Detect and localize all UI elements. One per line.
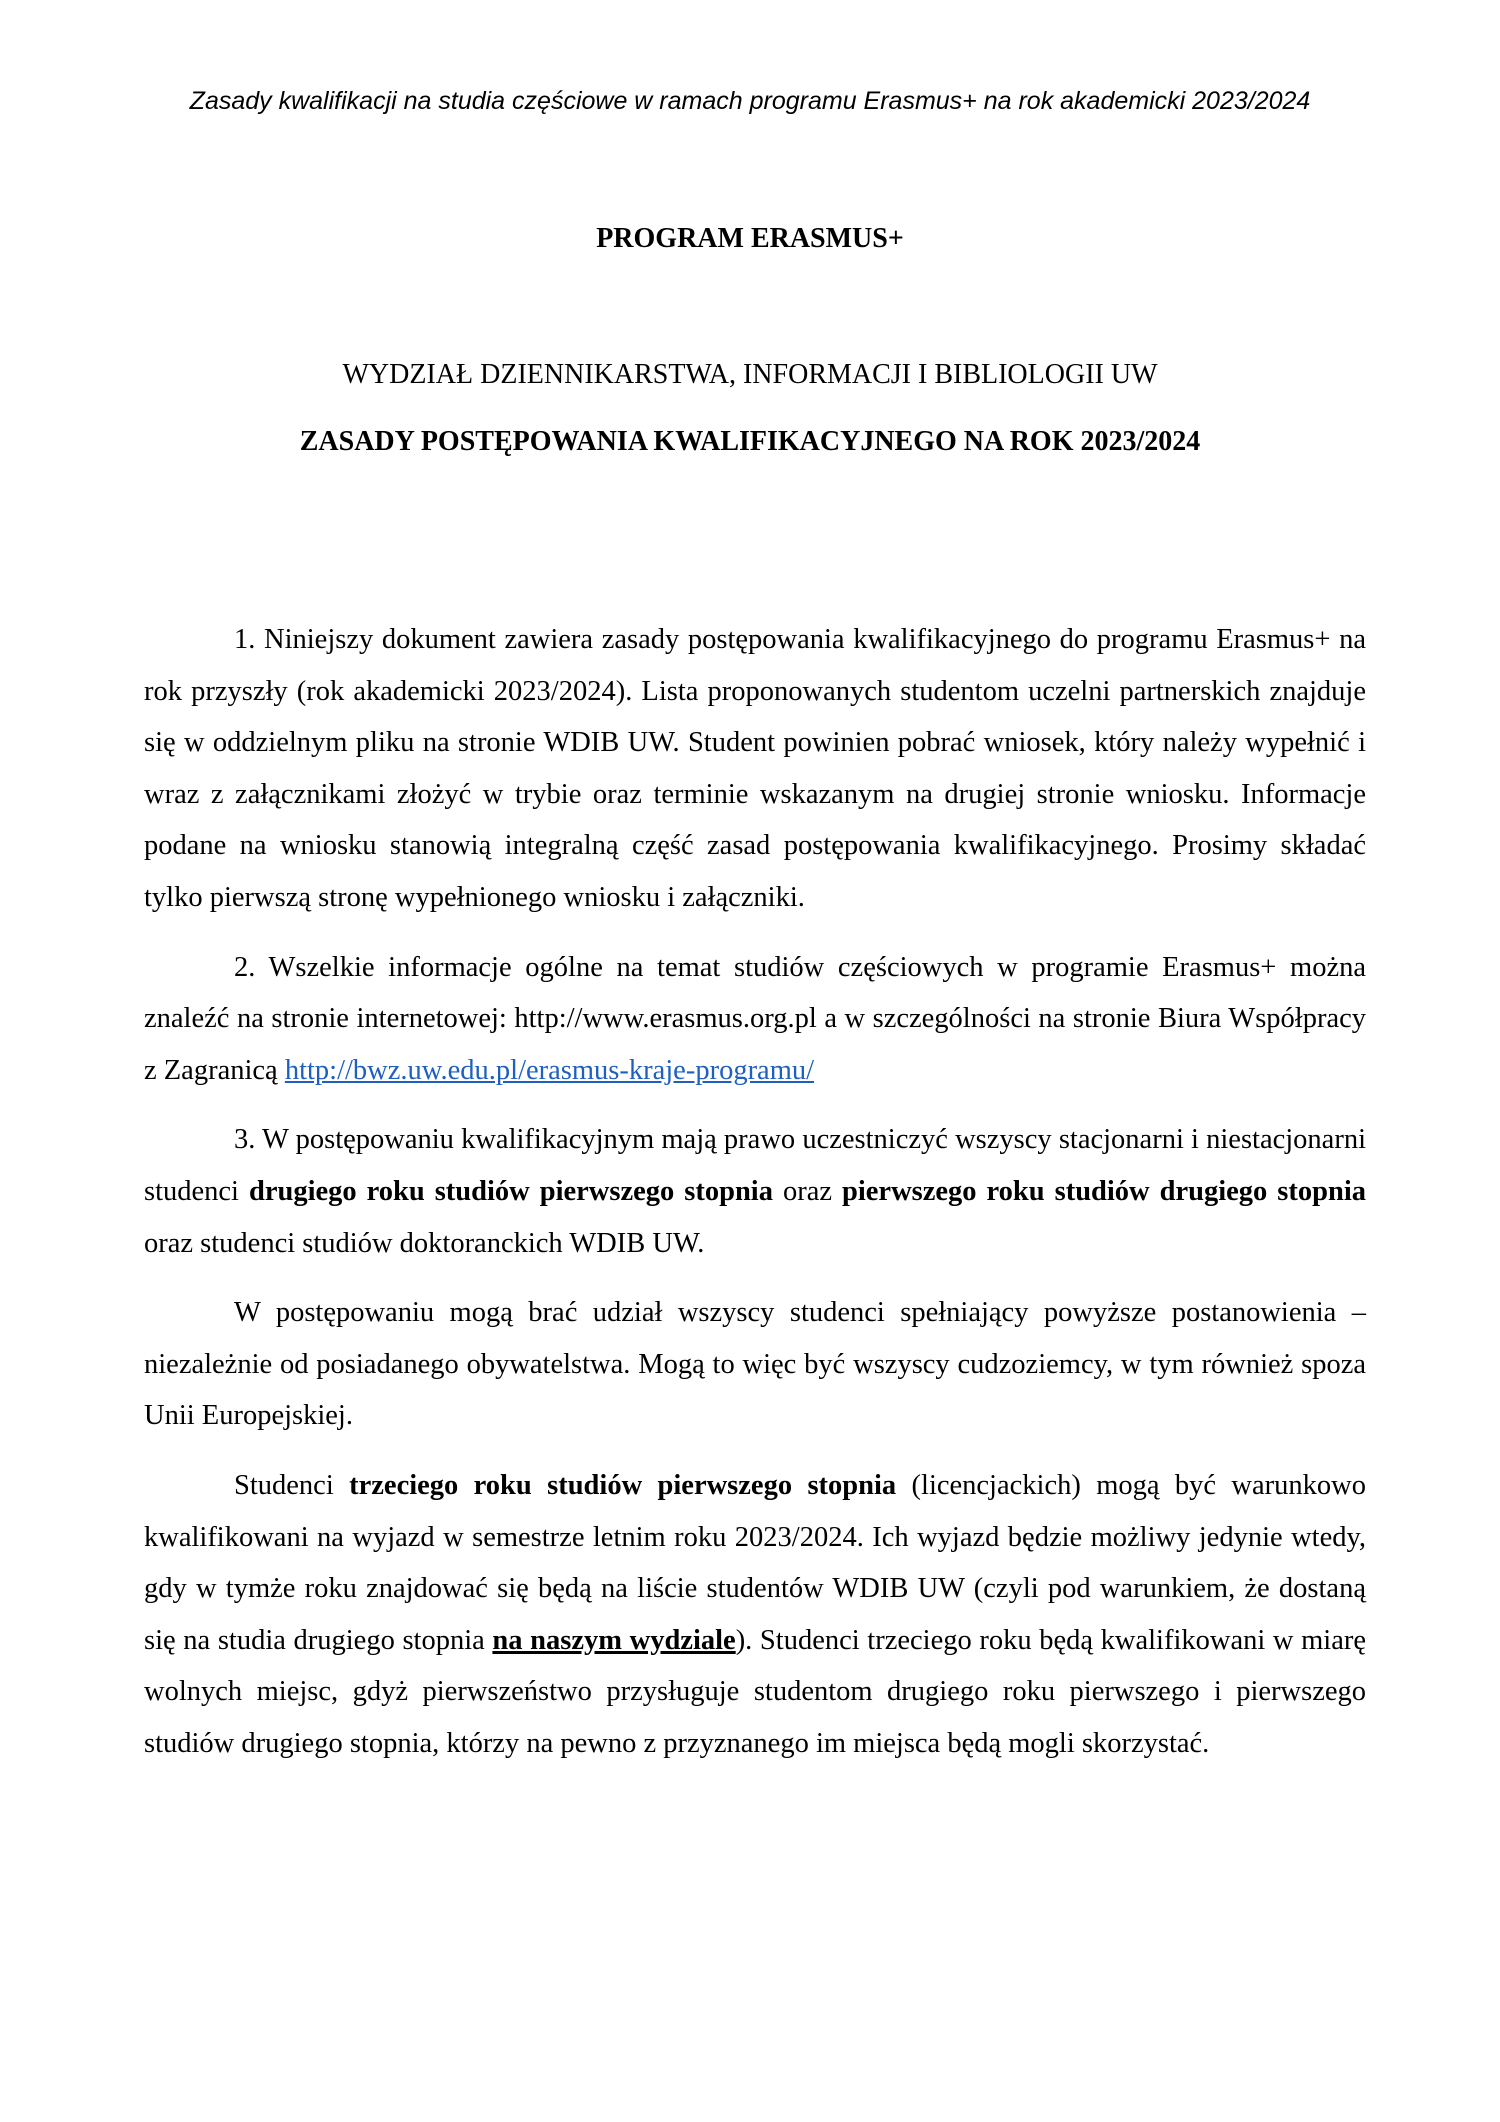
paragraph-3-text: oraz — [772, 1175, 842, 1207]
paragraph-3-text: 3. W postępowaniu kwalifikacyjnym mają prawo uczestniczyć wszyscy stacjonarni i niestacjonarni studenci — [144, 1124, 1366, 1207]
paragraph-5-text: (licencjackich) mogą być warunkowo kwalifikowani na wyjazd w semestrze letnim roku 2023/2024. Ich wyjazd będzie możliwy jedynie wtedy, gdy w tymże roku znajdować się będą na liście studentów WDIB UW (czyli pod warunkiem, że dostaną się na studia drugiego stopnia — [144, 1469, 1366, 1656]
paragraph-2 — [144, 942, 1366, 1097]
paragraph-4: W postępowaniu mogą brać udział wszyscy studenci spełniający powyższe postanowienia – niezależnie od posiadanego obywatelstwa. Mogą to więc być wszyscy cudzoziemcy, w tym również spoza Unii Europejskiej. — [144, 1297, 1366, 1432]
title-faculty: WYDZIAŁ DZIENNIKARSTWA, INFORMACJI I BIBLIOLOGII UW — [342, 359, 1158, 390]
paragraph-3 — [144, 1114, 1366, 1269]
paragraph-5-underlined-bold: na naszym wydziale — [492, 1624, 736, 1656]
running-header: Zasady kwalifikacji na studia częściowe w ramach programu Erasmus+ na rok akademicki 2023/2024 — [189, 87, 1311, 115]
paragraph-5-text: ). Studenci trzeciego roku będą kwalifikowani w miarę wolnych miejsc, gdyż pierwszeństwo przysługuje studentom drugiego roku pierwszego i pierwszego studiów drugiego stopnia, którzy na pewno z przyznanego im miejsca będą mogli skorzystać. — [144, 1624, 1366, 1759]
paragraph-2-text: 2. Wszelkie informacje ogólne na temat studiów częściowych w programie Erasmus+ można znaleźć na stronie internetowej: http://www.erasmus.org.pl a w szczególności na stronie Biura Współpracy z Zagranicą — [144, 951, 1366, 1086]
paragraph-5 — [144, 1460, 1366, 1770]
title-rules: ZASADY POSTĘPOWANIA KWALIFIKACYJNEGO NA ROK 2023/2024 — [299, 426, 1201, 457]
paragraph-1: 1. Niniejszy dokument zawiera zasady postępowania kwalifikacyjnego do programu Erasmus+ na rok przyszły (rok akademicki 2023/2024). Lista proponowanych studentom uczelni partnerskich znajduje się w oddzielnym pliku na stronie WDIB UW. Student powinien pobrać wniosek, który należy wypełnić i wraz z załącznikami złożyć w trybie oraz terminie wskazanym na drugiej stronie wniosku. Informacje podane na wniosku stanowią integralną część zasad postępowania kwalifikacyjnego. Prosimy składać tylko pierwszą stronę wypełnionego wniosku i załączniki. — [144, 624, 1366, 913]
paragraph-3-bold-1: drugiego roku studiów pierwszego stopnia — [248, 1175, 773, 1207]
paragraph-3-text: oraz studenci studiów doktoranckich WDIB UW. — [144, 1227, 705, 1259]
paragraph-5-text: Studenci — [234, 1469, 350, 1501]
document-body — [144, 614, 1366, 1787]
paragraph-5-bold-1: trzeciego roku studiów pierwszego stopnia — [349, 1469, 897, 1501]
paragraph-3-bold-2: pierwszego roku studiów drugiego stopnia — [842, 1175, 1366, 1207]
title-program: PROGRAM ERASMUS+ — [596, 223, 904, 254]
bwz-link[interactable]: http://bwz.uw.edu.pl/erasmus-kraje-programu/ — [284, 1054, 815, 1086]
